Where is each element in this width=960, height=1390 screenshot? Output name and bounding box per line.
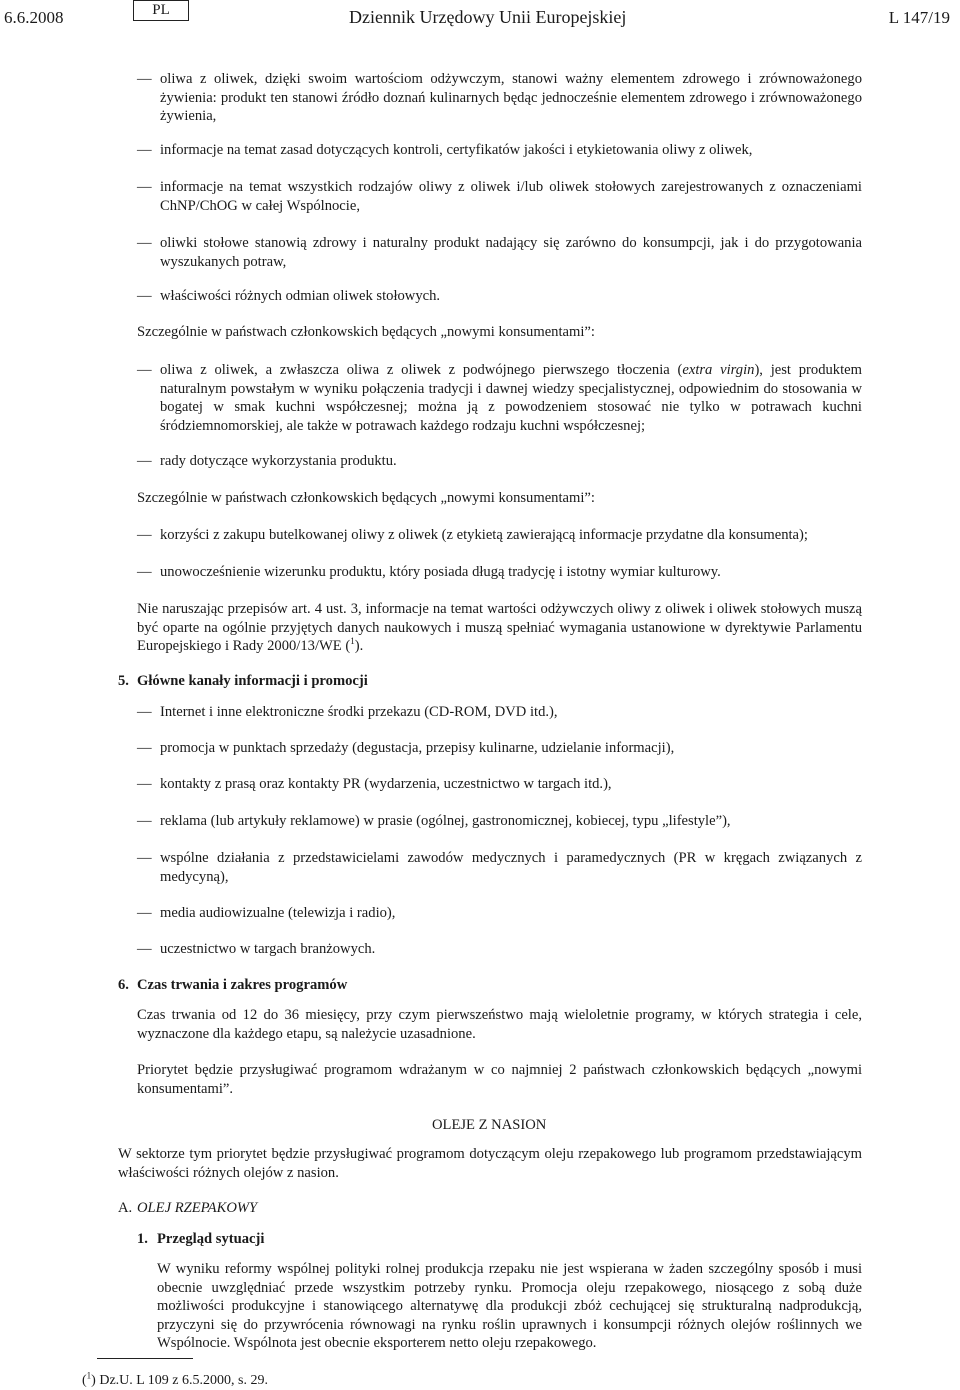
paragraph-new-consumers: Szczególnie w państwach członkowskich będących „nowymi konsumentami”: <box>137 324 595 340</box>
list-dash: — <box>137 362 152 378</box>
list-dash: — <box>137 813 152 829</box>
list-dash: — <box>137 179 152 195</box>
duration-paragraph: Czas trwania od 12 do 36 miesięcy, przy czym pierwszeństwo mają wieloletnie programy, w których strategia i cele, wyznaczone dla każdego etapu, są należycie uzasadnione. <box>137 1007 862 1042</box>
list-dash: — <box>137 704 152 720</box>
subsection-a-title: OLEJ RZEPAKOWY <box>137 1200 258 1216</box>
list-dash: — <box>137 235 152 251</box>
list-dash: — <box>137 453 152 469</box>
list-item: uczestnictwo w targach branżowych. <box>160 941 376 957</box>
section-6-number: 6. <box>118 977 129 993</box>
section-5-number: 5. <box>118 673 129 689</box>
list-item: oliwki stołowe stanowią zdrowy i naturalny produkt nadający się zarówno do konsumpcji, jak i do przygotowania wyszukanych potraw, <box>160 235 862 270</box>
list-item: Internet i inne elektroniczne środki przekazu (CD-ROM, DVD itd.), <box>160 704 558 720</box>
subsection-a-letter: A. <box>118 1200 133 1216</box>
priority-paragraph: Priorytet będzie przysługiwać programom wdrażanym w co najmniej 2 państwach członkowskich będących „nowymi konsumentami”. <box>137 1062 862 1097</box>
footnote-text: Dz.U. L 109 z 6.5.2000, s. 29. <box>99 1373 268 1388</box>
list-item: właściwości różnych odmian oliwek stołowych. <box>160 288 441 304</box>
footnote: ($^1$) Dz.U. L 109 z 6.5.2000, s. 29. <box>82 1370 268 1388</box>
publication-date: 6.6.2008 <box>4 8 64 27</box>
list-dash: — <box>137 941 152 957</box>
list-item: wspólne działania z przedstawicielami zawodów medycznych i paramedycznych (PR w kręgach związanych z medycyną), <box>160 850 862 885</box>
oils-heading: OLEJE Z NASION <box>432 1117 547 1133</box>
list-dash: — <box>137 740 152 756</box>
page-number: L 147/19 <box>888 8 950 27</box>
oils-intro: W sektorze tym priorytet będzie przysługiwać programom dotyczącym oleju rzepakowego lub programom przedstawiającym właściwości różnych olejów z nasion. <box>118 1146 862 1181</box>
list-dash: — <box>137 71 152 87</box>
page-header <box>0 0 960 34</box>
list-dash: — <box>137 776 152 792</box>
list-dash: — <box>137 905 152 921</box>
list-item: promocja w punktach sprzedaży (degustacja, przepisy kulinarne, udzielanie informacji), <box>160 740 675 756</box>
list-dash: — <box>137 850 152 866</box>
language-badge: PL <box>133 0 189 21</box>
paragraph-art4: Nie naruszając przepisów art. 4 ust. 3, informacje na temat wartości odżywczych oliwy z oliwek i oliwek stołowych muszą być oparte na ogólnie przyjętych danych naukowych i muszą spełniać wymagania ustanowione w dyrektywie Parlamentu Europejskiego i Rady 2000/13/WE ($^1$). <box>137 601 862 654</box>
extra-virgin-term: extra virgin <box>682 362 755 378</box>
section-5-title: Główne kanały informacji i promocji <box>137 673 368 689</box>
list-dash: — <box>137 564 152 580</box>
subsection-1-number: 1. <box>137 1231 148 1247</box>
list-dash: — <box>137 527 152 543</box>
list-item: reklama (lub artykuły reklamowe) w prasie (ogólnej, gastronomicznej, kobiecej, typu „lifestyle”), <box>160 813 731 829</box>
list-dash: — <box>137 288 152 304</box>
list-item: unowocześnienie wizerunku produktu, który posiada długą tradycję i istotny wymiar kulturowy. <box>160 564 721 580</box>
list-item: informacje na temat zasad dotyczących kontroli, certyfikatów jakości i etykietowania oliwy z oliwek, <box>160 142 753 158</box>
list-item: korzyści z zakupu butelkowanej oliwy z oliwek (z etykietą zawierającą informacje przydatne dla konsumenta); <box>160 527 808 543</box>
list-item-olive-oil: oliwa z oliwek, a zwłaszcza oliwa z oliwek z podwójnego pierwszego tłoczenia (extra virgin), jest produktem naturalnym powstałym w wyniku połączenia tradycji i dawnej wiedzy specjalistycznej, odpowiednim do stosowania w bogatej w smak kuchni współczesnej; można ją z powodzeniem stosować nie tylko w potrawach kuchni śródziemnomorskiej, ale także w potrawach każdego rodzaju kuchni współczesnej; <box>160 362 862 434</box>
rapeseed-paragraph: W wyniku reformy wspólnej polityki rolnej produkcja rzepaku nie jest wspierana w żaden szczególny sposób i musi obecnie uwzględniać przede wszystkim potrzeby rynku. Promocja oleju rzepakowego, niosącego z sobą duże możliwości produkcyjne i stanowiącego alternatywę dla produkcji zbóż cechującej się strukturalną nadprodukcją, przyczyni się do przywrócenia równowagi na rynku roślin uprawnych i konsumpcji różnych olejów roślinnych we Wspólnocie. Wspólnota jest obecnie eksporterem netto oleju rzepakowego. <box>157 1261 862 1351</box>
footnote-ref[interactable]: 1 <box>350 636 355 647</box>
paragraph-new-consumers: Szczególnie w państwach członkowskich będących „nowymi konsumentami”: <box>137 490 595 506</box>
subsection-1-title: Przegląd sytuacji <box>157 1231 265 1247</box>
list-item: kontakty z prasą oraz kontakty PR (wydarzenia, uczestnictwo w targach itd.), <box>160 776 612 792</box>
journal-title: Dziennik Urzędowy Unii Europejskiej <box>349 7 627 27</box>
list-dash: — <box>137 142 152 158</box>
footnote-number: 1 <box>86 1370 92 1381</box>
list-item: media audiowizualne (telewizja i radio), <box>160 905 396 921</box>
list-item: rady dotyczące wykorzystania produktu. <box>160 453 397 469</box>
list-item: oliwa z oliwek, dzięki swoim wartościom odżywczym, stanowi ważny elementem zdrowego i zrównoważonego żywienia: produkt ten stanowi źródło doznań kulinarnych będąc jednocześnie elementem zdrowego i zrównoważonego żywienia, <box>160 71 862 124</box>
footnote-divider <box>97 1358 193 1359</box>
section-6-title: Czas trwania i zakres programów <box>137 977 348 993</box>
list-item: informacje na temat wszystkich rodzajów oliwy z oliwek i/lub oliwek stołowych zarejestrowanych z oznaczeniami ChNP/ChOG w całej Wspólnocie, <box>160 179 862 214</box>
